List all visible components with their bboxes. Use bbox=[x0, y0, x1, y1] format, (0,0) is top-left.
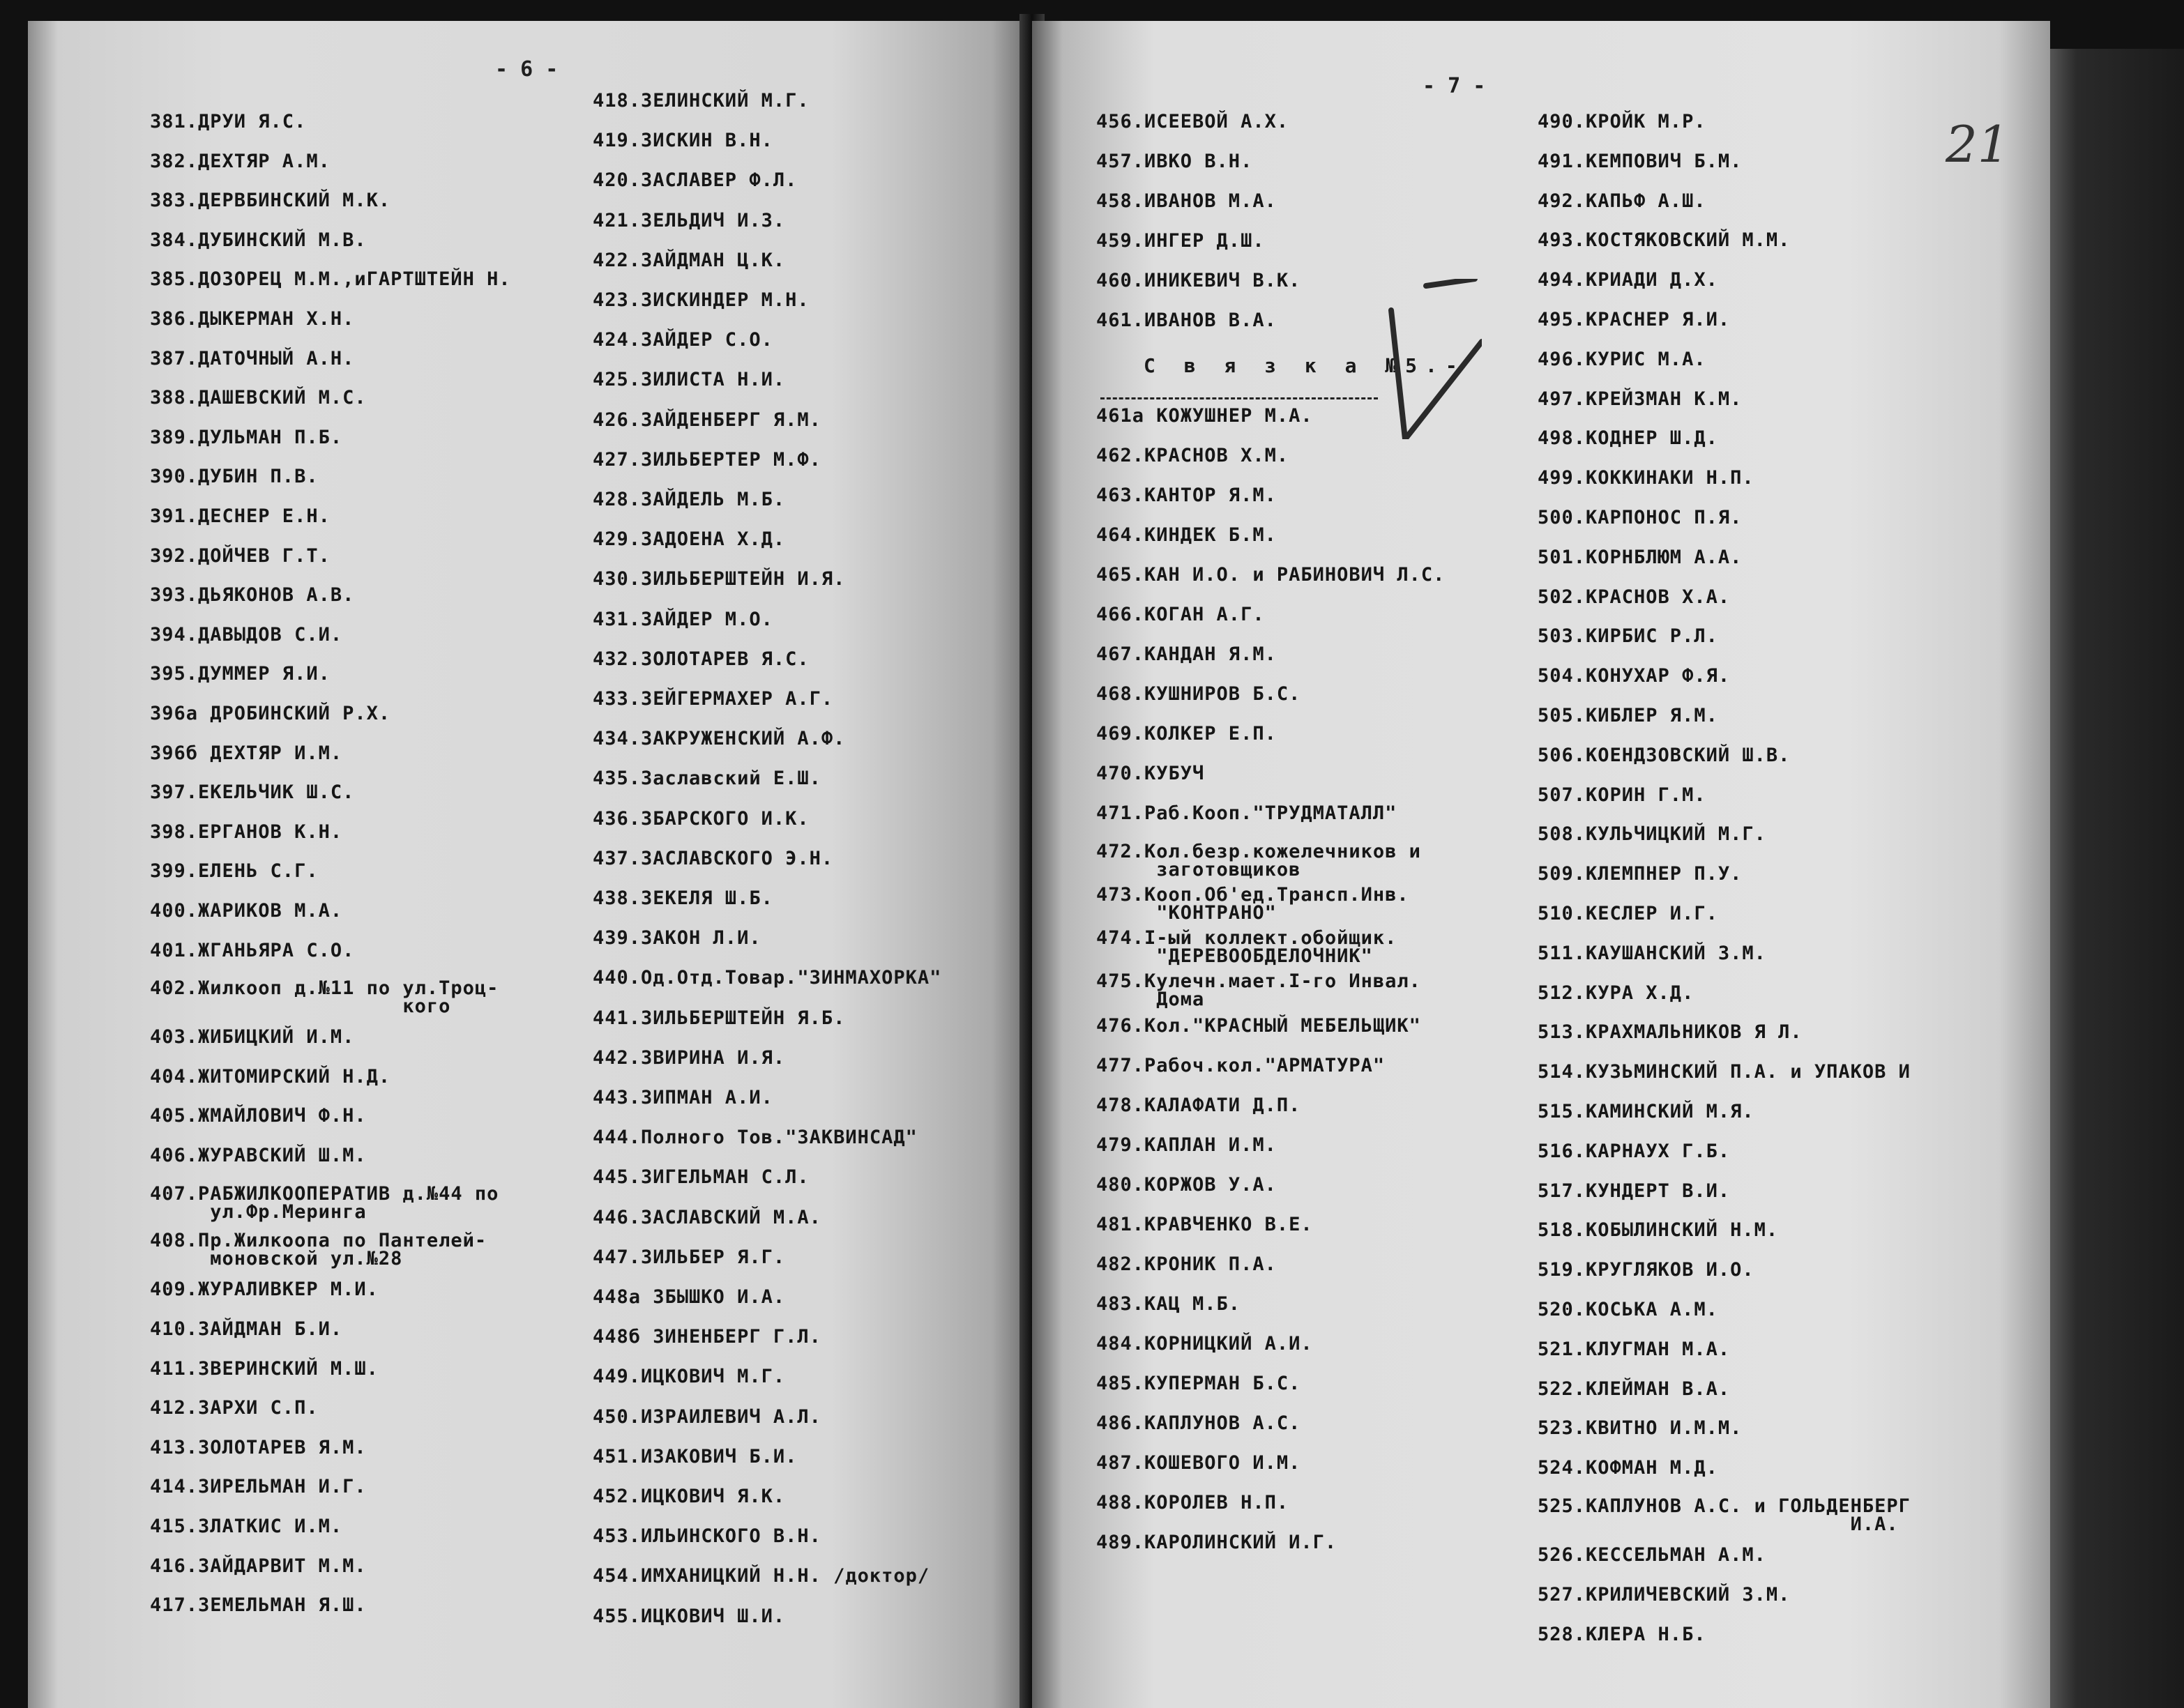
ledger-entry: 502.КРАСНОВ Х.А. bbox=[1538, 586, 1731, 608]
ledger-entry: 416.ЗАЙДАРВИТ М.М. bbox=[150, 1555, 367, 1577]
ledger-entry: 508.КУЛЬЧИЦКИЙ М.Г. bbox=[1538, 823, 1766, 846]
ledger-entry: 420.ЗАСЛАВЕР Ф.Л. bbox=[593, 169, 798, 192]
ledger-entry: 457.ИВКО В.Н. bbox=[1096, 151, 1253, 172]
ledger-entry: 505.КИБЛЕР Я.М. bbox=[1538, 705, 1718, 726]
ledger-entry: 386.ДЫКЕРМАН Х.Н. bbox=[150, 308, 355, 330]
ledger-entry: 437.ЗАСЛАВСКОГО Э.Н. bbox=[593, 847, 834, 869]
ledger-entry: 513.КРАХМАЛЬНИКОВ Я Л. bbox=[1538, 1021, 1803, 1044]
ledger-entry: 395.ДУММЕР Я.И. bbox=[150, 663, 331, 685]
ledger-entry: 422.ЗАЙДМАН Ц.К. bbox=[593, 249, 786, 271]
ledger-entry: 443.ЗИПМАН А.И. bbox=[593, 1087, 773, 1108]
ledger-entry: 448б ЗИНЕНБЕРГ Г.Л. bbox=[593, 1326, 821, 1348]
ledger-entry: 392.ДОЙЧЕВ Г.Т. bbox=[150, 544, 331, 567]
ledger-entry: 447.ЗИЛЬБЕР Я.Г. bbox=[593, 1246, 786, 1268]
ledger-entry: 523.КВИТНО И.М.М. bbox=[1538, 1417, 1743, 1440]
ledger-entry: 417.ЗЕМЕЛЬМАН Я.Ш. bbox=[150, 1594, 367, 1617]
ledger-entry: 414.ЗИРЕЛЬМАН И.Г. bbox=[150, 1476, 367, 1498]
ledger-entry: 401.ЖГАНЬЯРА С.О. bbox=[150, 939, 355, 961]
ledger-entry: 397.ЕКЕЛЬЧИК Ш.С. bbox=[150, 781, 355, 804]
ledger-entry: 419.ЗИСКИН В.Н. bbox=[593, 130, 773, 152]
ledger-entry: 442.ЗВИРИНА И.Я. bbox=[593, 1046, 786, 1069]
ledger-entry: 458.ИВАНОВ М.А. bbox=[1096, 190, 1277, 212]
ledger-entry: 510.КЕСЛЕР И.Г. bbox=[1538, 903, 1718, 924]
left-page bbox=[28, 21, 1032, 1708]
ledger-entry: 525.КАПЛУНОВ А.С. и ГОЛЬДЕНБЕРГ И.А. bbox=[1538, 1495, 1911, 1535]
ledger-entry: 408.Пр.Жилкоопа по Пантелей- моновской ул.№28 bbox=[150, 1230, 487, 1270]
ledger-entry: 407.РАБЖИЛКООПЕРАТИВ д.№44 по ул.Фр.Меринга bbox=[150, 1182, 499, 1223]
ledger-entry: 486.КАПЛУНОВ А.С. bbox=[1096, 1412, 1301, 1434]
ledger-entry: 470.КУБУЧ bbox=[1096, 763, 1205, 784]
ledger-entry: 451.ИЗАКОВИЧ Б.И. bbox=[593, 1445, 798, 1467]
ledger-entry: 405.ЖМАЙЛОВИЧ Ф.Н. bbox=[150, 1105, 367, 1127]
ledger-entry: 381.ДРУИ Я.С. bbox=[150, 111, 307, 132]
ledger-entry: 478.КАЛАФАТИ Д.П. bbox=[1096, 1095, 1301, 1116]
ledger-entry: 390.ДУБИН П.В. bbox=[150, 466, 319, 488]
ledger-entry: 497.КРЕЙЗМАН К.М. bbox=[1538, 388, 1743, 410]
ledger-entry: 517.КУНДЕРТ В.И. bbox=[1538, 1180, 1731, 1202]
ledger-entry: 460.ИНИКЕВИЧ В.К. bbox=[1096, 270, 1301, 291]
ledger-entry: 516.КАРНАУХ Г.Б. bbox=[1538, 1140, 1731, 1162]
ledger-entry: 494.КРИАДИ Д.Х. bbox=[1538, 269, 1718, 291]
ledger-entry: 396а ДРОБИНСКИЙ Р.Х. bbox=[150, 703, 391, 724]
ledger-entry: 500.КАРПОНОС П.Я. bbox=[1538, 507, 1743, 528]
ledger-entry: 426.ЗАЙДЕНБЕРГ Я.М. bbox=[593, 409, 821, 431]
ledger-entry: 489.КАРОЛИНСКИЙ И.Г. bbox=[1096, 1532, 1337, 1553]
ledger-entry: 423.ЗИСКИНДЕР М.Н. bbox=[593, 289, 810, 311]
ledger-entry: 449.ИЦКОВИЧ М.Г. bbox=[593, 1366, 786, 1388]
ledger-entry: 514.КУЗЬМИНСКИЙ П.А. и УПАКОВ И bbox=[1538, 1061, 1911, 1083]
ledger-entry: 387.ДАТОЧНЫЙ А.Н. bbox=[150, 347, 355, 369]
ledger-entry: 520.КОСЬКА А.М. bbox=[1538, 1299, 1718, 1320]
ledger-entry: 427.ЗИЛЬБЕРТЕР М.Ф. bbox=[593, 448, 821, 471]
ledger-entry: 444.Полного Тов."ЗАКВИНСАД" bbox=[593, 1127, 918, 1149]
ledger-entry: 388.ДАШЕВСКИЙ М.С. bbox=[150, 387, 367, 409]
ledger-entry: 480.КОРЖОВ У.А. bbox=[1096, 1174, 1277, 1196]
right-page bbox=[1032, 21, 2050, 1708]
ledger-entry: 435.Заславский Е.Ш. bbox=[593, 768, 821, 790]
ledger-entry: 413.ЗОЛОТАРЕВ Я.М. bbox=[150, 1436, 367, 1458]
ledger-entry: 459.ИНГЕР Д.Ш. bbox=[1096, 230, 1265, 252]
ledger-entry: 519.КРУГЛЯКОВ И.О. bbox=[1538, 1259, 1754, 1281]
ledger-entry: 475.Кулечн.мает.I-го Инвал. Дома bbox=[1096, 970, 1421, 1010]
ledger-entry: 391.ДЕСНЕР Е.Н. bbox=[150, 505, 331, 527]
ledger-entry: 425.ЗИЛИСТА Н.И. bbox=[593, 369, 786, 391]
ledger-entry: 396б ДЕХТЯР И.М. bbox=[150, 742, 343, 764]
ledger-entry: 441.ЗИЛЬБЕРШТЕЙН Я.Б. bbox=[593, 1007, 846, 1029]
ledger-entry: 415.ЗЛАТКИС И.М. bbox=[150, 1515, 343, 1537]
ledger-entry: 474.I-ый коллект.обойщик. "ДЕРЕВООБДЕЛОЧНИК" bbox=[1096, 927, 1397, 967]
ledger-entry: 479.КАПЛАН И.М. bbox=[1096, 1134, 1277, 1156]
ledger-entry: 461а КОЖУШНЕР М.А. bbox=[1096, 405, 1313, 427]
ledger-entry: 385.ДОЗОРЕЦ М.М.,иГАРТШТЕЙН Н. bbox=[150, 268, 511, 291]
ledger-entry: 398.ЕРГАНОВ К.Н. bbox=[150, 821, 343, 843]
ledger-entry: 399.ЕЛЕНЬ С.Г. bbox=[150, 860, 319, 883]
ledger-entry: 418.ЗЕЛИНСКИЙ М.Г. bbox=[593, 90, 810, 112]
ledger-entry: 428.ЗАЙДЕЛЬ М.Б. bbox=[593, 489, 786, 510]
ledger-entry: 434.ЗАКРУЖЕНСКИЙ А.Ф. bbox=[593, 728, 846, 750]
section-title: С в я з к а №5.- bbox=[1144, 354, 1466, 377]
ledger-entry: 488.КОРОЛЕВ Н.П. bbox=[1096, 1492, 1289, 1513]
ledger-entry: 469.КОЛКЕР Е.П. bbox=[1096, 723, 1277, 745]
ledger-entry: 464.КИНДЕК Б.М. bbox=[1096, 524, 1277, 546]
ledger-entry: 440.Од.Отд.Товар."ЗИНМАХОРКА" bbox=[593, 967, 942, 989]
ledger-entry: 430.ЗИЛЬБЕРШТЕЙН И.Я. bbox=[593, 568, 846, 590]
ledger-entry: 473.Кооп.Об'ед.Трансп.Инв. "КОНТРАНО" bbox=[1096, 884, 1409, 924]
ledger-entry: 403.ЖИБИЦКИЙ И.М. bbox=[150, 1026, 355, 1049]
ledger-entry: 393.ДЬЯКОНОВ А.В. bbox=[150, 584, 355, 607]
ledger-entry: 400.ЖАРИКОВ М.А. bbox=[150, 900, 343, 922]
ledger-entry: 476.Кол."КРАСНЫЙ МЕБЕЛЬЩИК" bbox=[1096, 1015, 1421, 1037]
ledger-entry: 498.КОДНЕР Ш.Д. bbox=[1538, 427, 1718, 450]
ledger-entry: 454.ИМХАНИЦКИЙ Н.Н. /доктор/ bbox=[593, 1565, 930, 1587]
ledger-entry: 495.КРАСНЕР Я.И. bbox=[1538, 309, 1731, 330]
ledger-entry: 507.КОРИН Г.М. bbox=[1538, 784, 1706, 806]
ledger-entry: 491.КЕМПОВИЧ Б.М. bbox=[1538, 150, 1743, 172]
ledger-entry: 466.КОГАН А.Г. bbox=[1096, 604, 1265, 625]
ledger-entry: 518.КОБЫЛИНСКИЙ Н.М. bbox=[1538, 1219, 1779, 1242]
ledger-entry: 436.ЗБАРСКОГО И.К. bbox=[593, 807, 810, 830]
ledger-entry: 522.КЛЕЙМАН В.А. bbox=[1538, 1378, 1731, 1400]
ledger-entry: 504.КОНУХАР Ф.Я. bbox=[1538, 665, 1731, 687]
ledger-entry: 485.КУПЕРМАН Б.С. bbox=[1096, 1373, 1301, 1394]
ledger-entry: 452.ИЦКОВИЧ Я.К. bbox=[593, 1486, 786, 1507]
ledger-entry: 394.ДАВЫДОВ С.И. bbox=[150, 623, 343, 646]
ledger-entry: 433.ЗЕЙГЕРМАХЕР А.Г. bbox=[593, 688, 834, 710]
ledger-entry: 499.КОККИНАКИ Н.П. bbox=[1538, 467, 1754, 489]
ledger-entry: 511.КАУШАНСКИЙ З.М. bbox=[1538, 942, 1766, 964]
ledger-entry: 483.КАЦ М.Б. bbox=[1096, 1293, 1241, 1315]
ledger-entry: 482.КРОНИК П.А. bbox=[1096, 1253, 1277, 1275]
ledger-entry: 404.ЖИТОМИРСКИЙ Н.Д. bbox=[150, 1065, 391, 1088]
ledger-entry: 450.ИЗРАИЛЕВИЧ А.Л. bbox=[593, 1405, 821, 1428]
ledger-entry: 461.ИВАНОВ В.А. bbox=[1096, 310, 1277, 331]
ledger-entry: 468.КУШНИРОВ Б.С. bbox=[1096, 683, 1301, 705]
archive-folio-number: 21 bbox=[1946, 115, 2010, 174]
ledger-entry: 492.КАПЬФ А.Ш. bbox=[1538, 190, 1706, 212]
ledger-entry: 465.КАН И.О. и РАБИНОВИЧ Л.С. bbox=[1096, 564, 1446, 586]
ledger-entry: 496.КУРИС М.А. bbox=[1538, 348, 1706, 370]
left-page-number: - 6 - bbox=[495, 57, 559, 82]
ledger-entry: 490.КРОЙК М.Р. bbox=[1538, 111, 1706, 132]
ledger-entry: 481.КРАВЧЕНКО В.Е. bbox=[1096, 1214, 1313, 1235]
ledger-entry: 472.Кол.безр.кожелечников и заготовщиков bbox=[1096, 841, 1421, 880]
ledger-entry: 445.ЗИГЕЛЬМАН С.Л. bbox=[593, 1166, 810, 1189]
pencil-arrow-mark bbox=[1377, 279, 1482, 439]
ledger-entry: 402.Жилкооп д.№11 по ул.Троц- кого bbox=[150, 977, 499, 1018]
ledger-entry: 406.ЖУРАВСКИЙ Ш.М. bbox=[150, 1144, 367, 1166]
ledger-entry: 384.ДУБИНСКИЙ М.В. bbox=[150, 229, 367, 251]
ledger-entry: 528.КЛЕРА Н.Б. bbox=[1538, 1623, 1706, 1645]
ledger-entry: 467.КАНДАН Я.М. bbox=[1096, 643, 1277, 665]
ledger-entry: 448а ЗБЫШКО И.А. bbox=[593, 1286, 786, 1308]
ledger-entry: 512.КУРА Х.Д. bbox=[1538, 982, 1694, 1004]
ledger-entry: 412.ЗАРХИ С.П. bbox=[150, 1397, 319, 1419]
ledger-entry: 439.ЗАКОН Л.И. bbox=[593, 927, 761, 950]
ledger-entry: 446.ЗАСЛАВСКИЙ М.А. bbox=[593, 1206, 821, 1228]
ledger-entry: 432.ЗОЛОТАРЕВ Я.С. bbox=[593, 648, 810, 670]
ledger-entry: 431.ЗАЙДЕР М.О. bbox=[593, 608, 773, 630]
ledger-entry: 527.КРИЛИЧЕВСКИЙ З.М. bbox=[1538, 1583, 1791, 1606]
ledger-entry: 526.КЕССЕЛЬМАН А.М. bbox=[1538, 1544, 1766, 1566]
ledger-entry: 456.ИСЕЕВОЙ А.Х. bbox=[1096, 111, 1289, 132]
ledger-entry: 453.ИЛЬИНСКОГО В.Н. bbox=[593, 1525, 821, 1548]
ledger-entry: 501.КОРНБЛЮМ А.А. bbox=[1538, 546, 1743, 568]
ledger-entry: 477.Рабоч.кол."АРМАТУРА" bbox=[1096, 1055, 1386, 1076]
ledger-entry: 382.ДЕХТЯР А.М. bbox=[150, 150, 331, 172]
section-underline bbox=[1100, 397, 1378, 399]
ledger-entry: 509.КЛЕМПНЕР П.У. bbox=[1538, 863, 1743, 885]
ledger-entry: 506.КОЕНДЗОВСКИЙ Ш.В. bbox=[1538, 744, 1791, 766]
ledger-entry: 410.ЗАЙДМАН Б.И. bbox=[150, 1318, 343, 1340]
ledger-entry: 521.КЛУГМАН М.А. bbox=[1538, 1338, 1731, 1360]
ledger-entry: 389.ДУЛЬМАН П.Б. bbox=[150, 426, 343, 448]
right-page-number: - 7 - bbox=[1423, 74, 1486, 98]
ledger-entry: 462.КРАСНОВ Х.М. bbox=[1096, 445, 1289, 466]
ledger-entry: 493.КОСТЯКОВСКИЙ М.М. bbox=[1538, 229, 1791, 252]
ledger-entry: 383.ДЕРВБИНСКИЙ М.К. bbox=[150, 190, 391, 212]
ledger-entry: 411.ЗВЕРИНСКИЙ М.Ш. bbox=[150, 1357, 379, 1380]
ledger-entry: 424.ЗАЙДЕР С.О. bbox=[593, 329, 773, 351]
ledger-entry: 421.ЗЕЛЬДИЧ И.З. bbox=[593, 209, 786, 231]
ledger-entry: 503.КИРБИС Р.Л. bbox=[1538, 625, 1718, 648]
ledger-entry: 484.КОРНИЦКИЙ А.И. bbox=[1096, 1333, 1313, 1355]
ledger-entry: 455.ИЦКОВИЧ Ш.И. bbox=[593, 1605, 786, 1627]
ledger-entry: 487.КОШЕВОГО И.М. bbox=[1096, 1452, 1301, 1474]
ledger-entry: 438.ЗЕКЕЛЯ Ш.Б. bbox=[593, 887, 773, 909]
ledger-entry: 409.ЖУРАЛИВКЕР М.И. bbox=[150, 1279, 379, 1301]
ledger-entry: 429.ЗАДОЕНА Х.Д. bbox=[593, 528, 786, 551]
ledger-entry: 471.Раб.Кооп."ТРУДМАТАЛЛ" bbox=[1096, 802, 1397, 824]
page-edge-stack bbox=[2050, 49, 2184, 1708]
ledger-entry: 463.КАНТОР Я.М. bbox=[1096, 485, 1277, 506]
ledger-entry: 524.КОФМАН М.Д. bbox=[1538, 1457, 1718, 1479]
ledger-entry: 515.КАМИНСКИЙ М.Я. bbox=[1538, 1101, 1754, 1122]
